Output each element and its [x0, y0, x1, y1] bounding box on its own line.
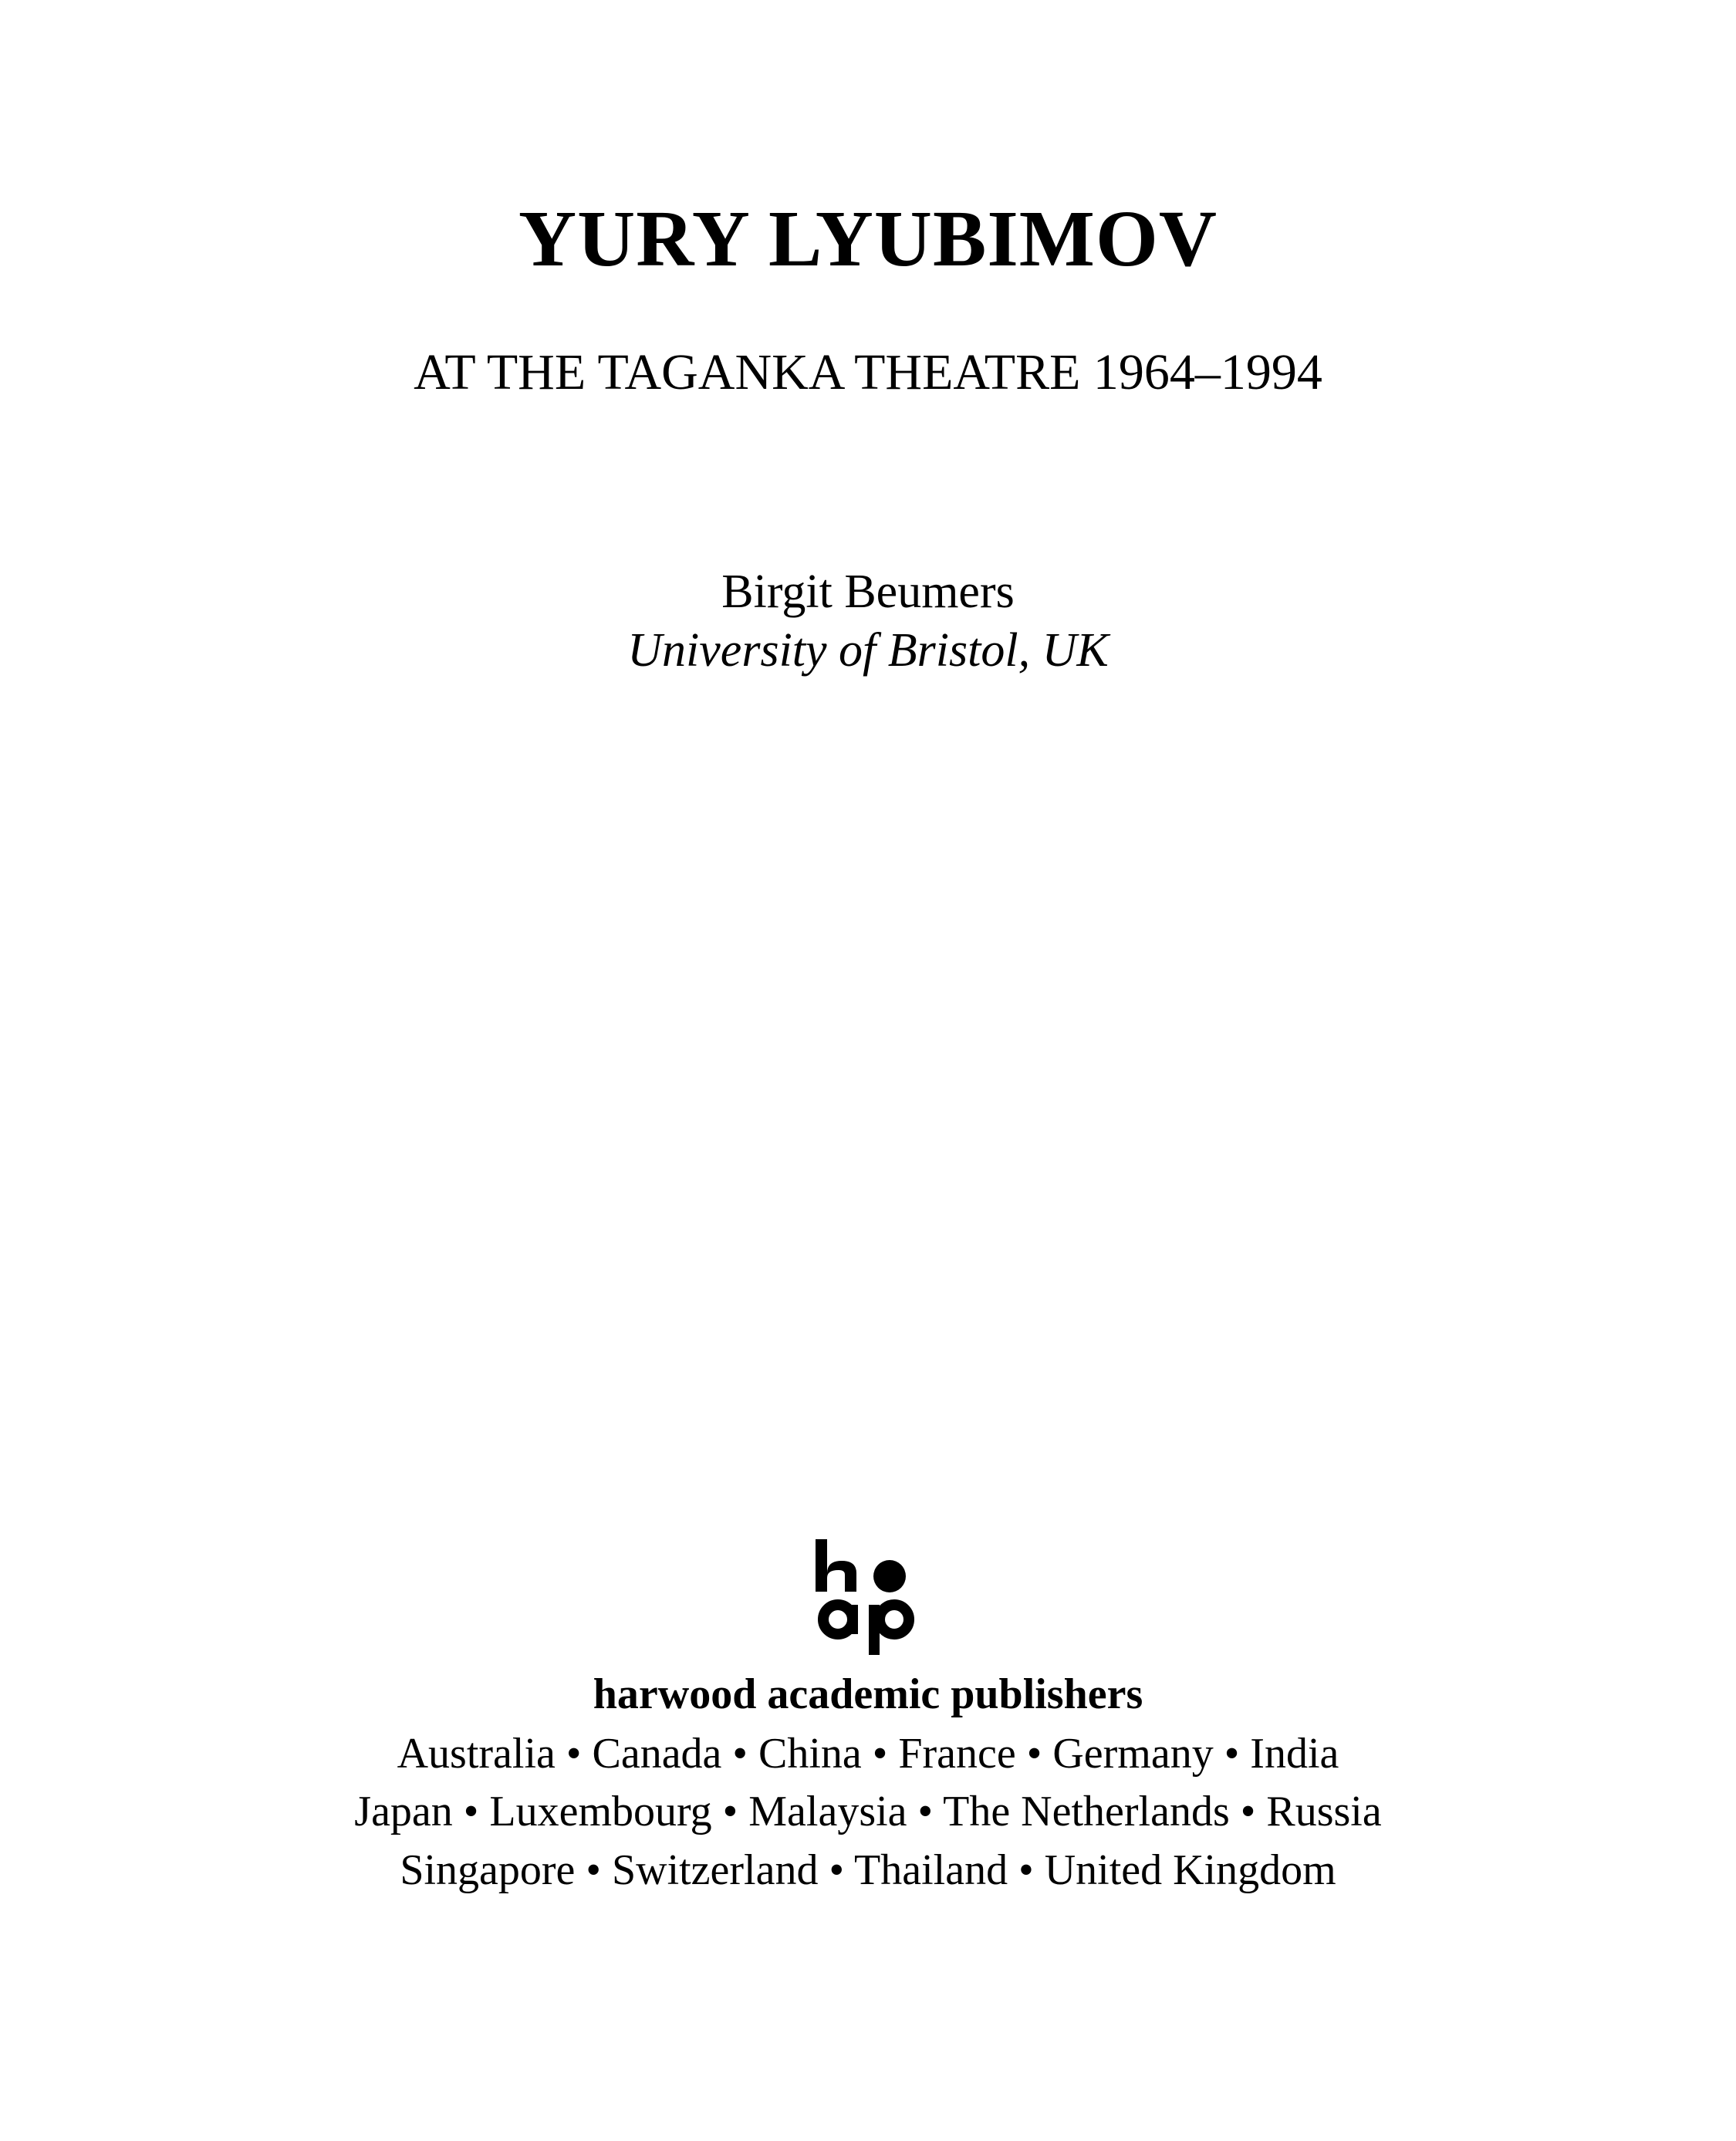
publisher-countries-line: Australia • Canada • China • France • Germany • India — [397, 1730, 1339, 1778]
book-subtitle: AT THE TAGANKA THEATRE 1964–1994 — [414, 344, 1322, 400]
publisher-countries-line: Singapore • Switzerland • Thailand • United Kingdom — [400, 1846, 1336, 1894]
book-title: YURY LYUBIMOV — [518, 194, 1218, 283]
publisher-name: harwood academic publishers — [593, 1670, 1143, 1718]
publisher-countries-line: Japan • Luxembourg • Malaysia • The Netherlands • Russia — [354, 1788, 1382, 1835]
publisher-logo — [814, 1539, 922, 1655]
author-name: Birgit Beumers — [721, 566, 1015, 618]
author-affiliation: University of Bristol, UK — [627, 624, 1109, 677]
